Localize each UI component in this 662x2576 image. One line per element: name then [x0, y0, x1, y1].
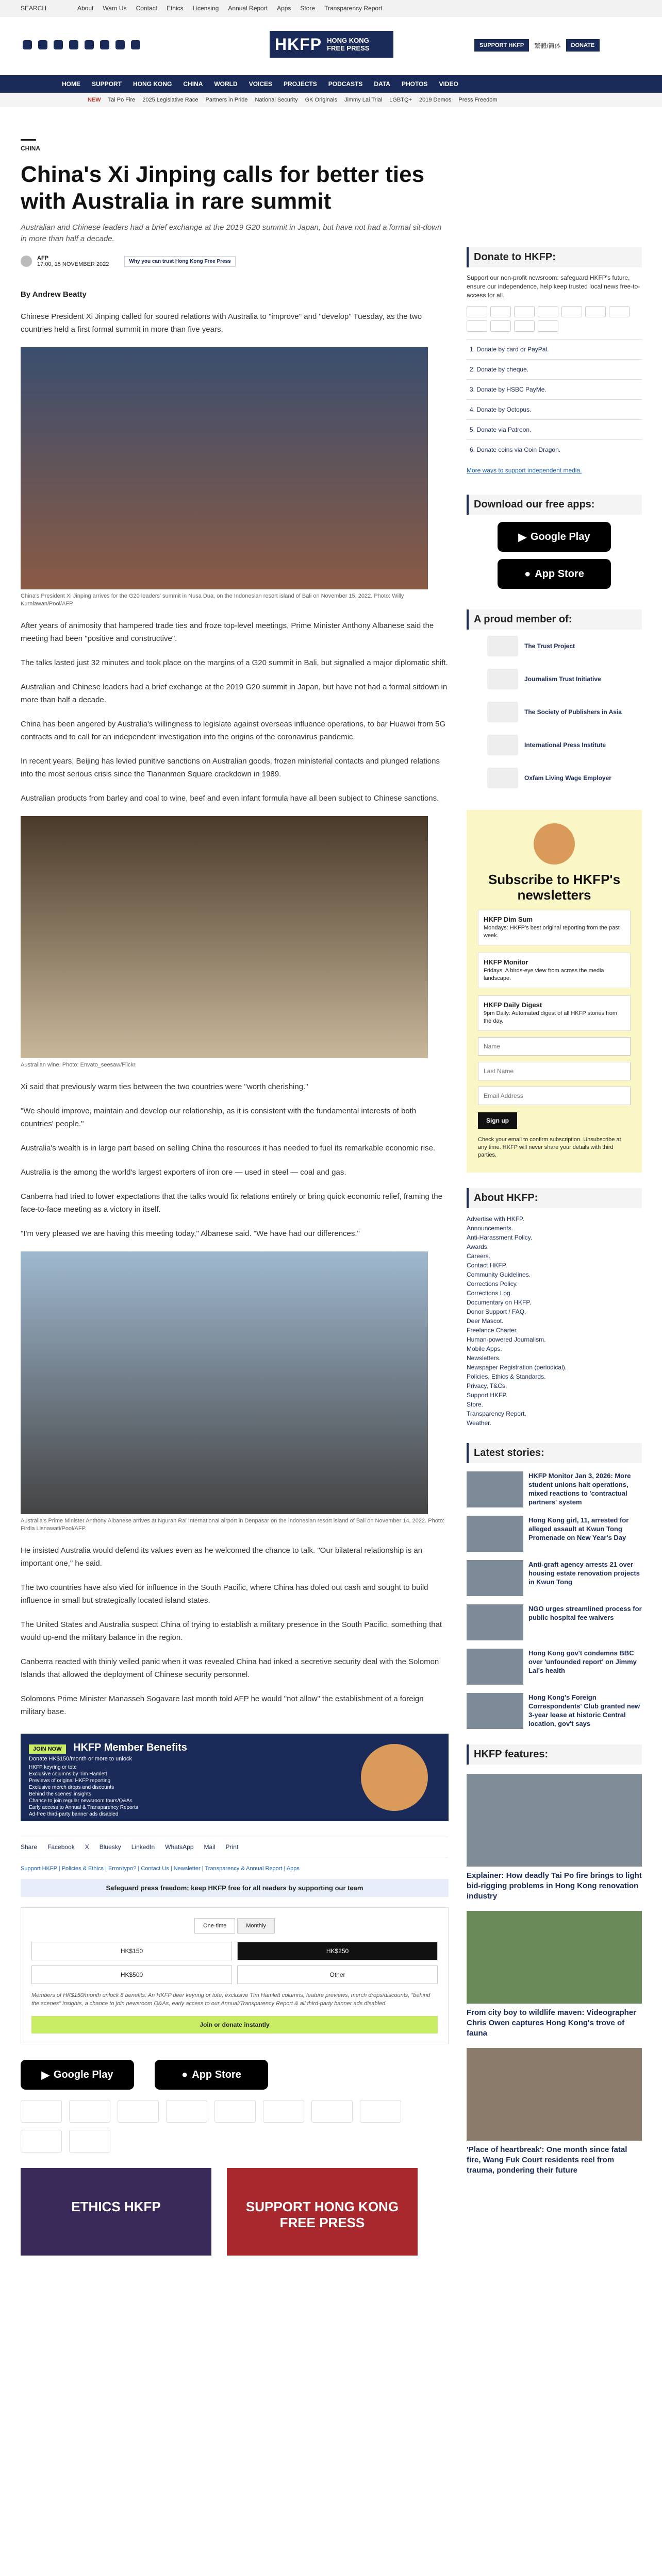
paragraph: The talks lasted just 32 minutes and took place on the margins of a G20 summit in Bali, but signalled a major diplomatic shift. — [21, 658, 448, 667]
email-field[interactable] — [478, 1087, 631, 1105]
paragraph: In recent years, Beijing has levied punitive sanctions on Australian goods, frozen ministerial contacts and plunged relations into the most serious crisis since the Tiananmen Square crackdown in 1989. — [21, 757, 440, 778]
app-badges — [21, 2060, 449, 2090]
paragraph: After years of animosity that hampered trade ties and froze top-level meetings, Prime Minister Anthony Albanese said the meeting had been "positive and constructive". — [21, 621, 434, 643]
site-logo[interactable] — [270, 31, 393, 58]
member-org[interactable] — [467, 761, 642, 794]
share-mail[interactable]: Mail — [204, 1843, 216, 1851]
apple-icon: ● — [524, 568, 531, 580]
paypal-icon — [561, 306, 582, 317]
paragraph: Canberra reacted with thinly veiled panic when it was revealed China had inked a secretive security deal with the Solomon Islands that allowed the deployment of Chinese security personnel. — [21, 1657, 439, 1679]
top-link[interactable]: Store — [300, 5, 316, 12]
about-link[interactable]: Documentary on HKFP. — [467, 1299, 532, 1306]
paragraph: Chinese President Xi Jinping called for soured relations with Australia to "improve" and "develop" Tuesday, as the two countries held a first formal summit in more than five years. — [21, 312, 422, 334]
story-thumbnail — [467, 1471, 523, 1507]
story-title: Hong Kong girl, 11, arrested for alleged assault at Kwun Tong Promenade on New Year's Day — [528, 1516, 629, 1541]
about-link[interactable]: Donor Support / FAQ. — [467, 1308, 526, 1315]
policy-links[interactable]: Support HKFP | Policies & Ethics | Error/typo? | Contact Us | Newsletter | Transparency & Annual Report | Apps — [21, 1866, 300, 1872]
feature-title: Explainer: How deadly Tai Po fire brings to light bid-rigging problems in Hong Kong renovation industry — [467, 1871, 642, 1901]
feature-item[interactable] — [467, 1911, 642, 2039]
article — [21, 139, 449, 2256]
about-link[interactable]: Freelance Charter. — [467, 1327, 518, 1334]
nav-item[interactable]: HOME — [62, 80, 80, 88]
name-field[interactable] — [478, 1037, 631, 1056]
rss-icon[interactable] — [131, 40, 140, 49]
apple-pay-icon — [585, 306, 606, 317]
top-link[interactable]: Apps — [277, 5, 291, 12]
jcb-icon — [538, 306, 558, 317]
about-link[interactable]: Community Guidelines. — [467, 1271, 531, 1278]
more-ways-link[interactable]: More ways to support independent media. — [467, 467, 582, 474]
features-list — [467, 1774, 642, 2176]
top-link[interactable]: Contact — [136, 5, 157, 12]
mastercard-icon — [21, 2100, 62, 2123]
about-widget-title: About HKFP: — [467, 1188, 642, 1208]
article-title: China's Xi Jinping calls for better ties with Australia in rare summit — [21, 162, 425, 214]
nav-item[interactable]: PODCASTS — [328, 80, 363, 88]
story-thumbnail — [467, 1516, 523, 1552]
article-image-albanese — [21, 1251, 428, 1514]
support-promo[interactable]: SUPPORT HONG KONG FREE PRESS — [227, 2168, 418, 2256]
story-title: Anti-graft agency arrests 21 over housing estate renovation projects in Kwun Tong — [528, 1561, 640, 1586]
google-play-icon: ▶ — [41, 2069, 49, 2081]
donate-option[interactable]: 3. Donate by HSBC PayMe. — [467, 379, 642, 399]
newsletter-option[interactable] — [478, 953, 631, 988]
paragraph: Australian products from barley and coal to wine, beef and even infant formula have all been subject to Chinese sanctions. — [21, 794, 439, 803]
sopa-logo — [487, 702, 518, 722]
subnav-item[interactable]: 2019 Demos — [419, 97, 452, 103]
apps-widget-title: Download our free apps: — [467, 495, 642, 515]
member-name: Journalism Trust Initiative — [524, 675, 601, 683]
amount-option[interactable]: HK$250 — [237, 1942, 438, 1960]
subnav-item[interactable]: LGBTQ+ — [389, 97, 412, 103]
paragraph: He insisted Australia would defend its values even as he welcomed the chance to talk. "Our bilateral relationship is an important one," he said. — [21, 1546, 423, 1568]
author: By Andrew Beatty — [21, 290, 87, 299]
paragraph: Xi said that previously warm ties between the two countries were "worth cherishing." — [21, 1082, 308, 1091]
top-link[interactable]: Transparency Report — [324, 5, 383, 12]
nav-item[interactable]: HONG KONG — [133, 80, 172, 88]
amount-option[interactable]: HK$150 — [31, 1942, 232, 1960]
subnav-item[interactable]: Jimmy Lai Trial — [344, 97, 383, 103]
feature-title: 'Place of heartbreak': One month since fatal fire, Wang Fuk Court residents reel from trauma, pondering their future — [467, 2145, 627, 2175]
category-label[interactable]: CHINA — [21, 139, 36, 152]
mastercard-icon — [467, 306, 487, 317]
about-link[interactable]: Support HKFP. — [467, 1392, 508, 1399]
newsletter-note: Check your email to confirm subscription. Unsubscribe at any time. HKFP will never share your details with third parties. — [478, 1137, 621, 1158]
deer-mascot-image — [534, 823, 575, 865]
feature-image — [467, 1774, 642, 1867]
about-link[interactable]: Careers. — [467, 1252, 491, 1260]
about-link[interactable]: Policies, Ethics & Standards. — [467, 1373, 546, 1380]
share-x[interactable]: X — [85, 1843, 89, 1851]
nav-item[interactable]: DATA — [374, 80, 390, 88]
threads-icon[interactable] — [100, 40, 109, 49]
about-list — [467, 1214, 642, 1428]
app-store-label: App Store — [535, 568, 584, 580]
newsletter-name: HKFP Monitor — [484, 958, 528, 966]
story-title: HKFP Monitor Jan 3, 2026: More student unions halt operations, mixed reactions to 'contractual partners' system — [528, 1472, 631, 1506]
payment-methods — [467, 306, 642, 332]
join-donate-button[interactable]: Join or donate instantly — [31, 2016, 438, 2033]
top-link[interactable]: About — [77, 5, 94, 12]
top-bar — [0, 0, 662, 16]
benefit-item: Exclusive columns by Tim Hamlett — [29, 1771, 107, 1777]
nav-item[interactable]: VOICES — [249, 80, 273, 88]
google-pay-icon — [21, 2130, 62, 2153]
patreon-icon — [538, 320, 558, 332]
nav-item[interactable]: CHINA — [183, 80, 203, 88]
story-title: Hong Kong's Foreign Correspondents' Club granted new 3-year lease at historic Central location, gov't says — [528, 1693, 640, 1727]
features-widget-title: HKFP features: — [467, 1744, 642, 1765]
donate-option[interactable]: 4. Donate by Octopus. — [467, 399, 642, 419]
story-item[interactable] — [467, 1693, 642, 1729]
about-link[interactable]: Weather. — [467, 1419, 491, 1427]
byline — [21, 255, 449, 267]
bluesky-icon[interactable] — [85, 40, 94, 49]
feature-image — [467, 1911, 642, 2004]
social-icons — [23, 40, 140, 49]
newsletter-name: HKFP Dim Sum — [484, 916, 533, 923]
unionpay-icon — [263, 2100, 304, 2123]
instagram-icon[interactable] — [54, 40, 63, 49]
oxfam-logo — [487, 768, 518, 788]
subnav-item[interactable]: National Security — [255, 97, 298, 103]
share-bar — [21, 1837, 449, 1857]
member-org[interactable] — [467, 630, 642, 663]
nav-item[interactable]: WORLD — [214, 80, 238, 88]
donation-box — [21, 1907, 449, 2044]
avatar — [21, 256, 32, 267]
paragraph: The United States and Australia suspect China of trying to establish a military presence in the South Pacific, something that would up-end the military balance in the region. — [21, 1620, 442, 1642]
benefit-item: Exclusive merch drops and discounts — [29, 1785, 114, 1790]
payment-logos — [21, 2100, 449, 2153]
latest-stories — [467, 1471, 642, 1729]
safeguard-banner[interactable]: Safeguard press freedom; keep HKFP free for all readers by supporting our team — [21, 1879, 449, 1897]
newsletter-option[interactable] — [478, 910, 631, 945]
story-item[interactable] — [467, 1649, 642, 1685]
about-link[interactable]: Newspaper Registration (periodical). — [467, 1364, 567, 1371]
tab-monthly[interactable]: Monthly — [237, 1918, 275, 1934]
paragraph: The two countries have also vied for influence in the South Pacific, where China has doled out cash and sought to build influence in small but strategically located island states. — [21, 1583, 428, 1605]
language-link[interactable]: 繁體/简体 — [534, 42, 561, 49]
feature-image — [467, 2048, 642, 2141]
join-now-badge[interactable]: JOIN NOW — [29, 1744, 66, 1754]
about-link[interactable]: Corrections Policy. — [467, 1280, 518, 1287]
story-item[interactable] — [467, 1516, 642, 1552]
sidebar — [467, 247, 642, 2176]
payme-icon — [490, 320, 511, 332]
nav-item[interactable]: PHOTOS — [401, 80, 428, 88]
header-actions — [474, 39, 600, 52]
story-title: Hong Kong gov't condemns BBC over 'unfounded report' on Jimmy Lai's health — [528, 1649, 637, 1674]
story-thumbnail — [467, 1560, 523, 1596]
newsletter-widget — [467, 810, 642, 1173]
nav-item[interactable]: SUPPORT — [92, 80, 122, 88]
google-pay-icon — [609, 306, 630, 317]
newsletter-desc: Fridays: A birds-eye view from across the media landscape. — [484, 968, 604, 981]
nav-item[interactable]: VIDEO — [439, 80, 458, 88]
app-store-button[interactable] — [498, 559, 611, 589]
newsletter-desc: Mondays: HKFP's best original reporting from the past week. — [484, 925, 620, 939]
amex-icon — [166, 2100, 207, 2123]
story-item[interactable] — [467, 1560, 642, 1596]
octopus-icon — [514, 320, 535, 332]
amex-icon — [514, 306, 535, 317]
promo-banners — [21, 2168, 449, 2256]
newsletter-title: Subscribe to HKFP's newsletters — [488, 872, 621, 903]
donate-option[interactable]: 6. Donate coins via Coin Dragon. — [467, 439, 642, 460]
benefit-item: Chance to join regular newsroom tours/Q&As — [29, 1798, 133, 1804]
article-excerpt: Australian and Chinese leaders had a brief exchange at the 2019 G20 summit in Japan, but have not had a formal sit-down in more than half a decade. — [21, 223, 442, 243]
benefit-item: Ad-free third-party banner ads disabled — [29, 1811, 119, 1817]
subnav-item[interactable]: Tai Po Fire — [108, 97, 136, 103]
amount-option[interactable]: Other — [237, 1965, 438, 1984]
story-thumbnail — [467, 1693, 523, 1729]
image-caption: Australian wine. Photo: Envato_seesaw/Flickr. — [21, 1062, 137, 1068]
google-play-label: Google Play — [530, 531, 590, 543]
tab-one-time[interactable]: One-time — [194, 1918, 235, 1934]
member-org[interactable] — [467, 663, 642, 696]
about-link[interactable]: Corrections Log. — [467, 1290, 512, 1297]
subnav-item[interactable]: Partners in Pride — [205, 97, 248, 103]
top-links — [77, 5, 382, 12]
google-play-icon: ▶ — [518, 531, 526, 543]
article-image-xi — [21, 347, 428, 589]
share-facebook[interactable]: Facebook — [47, 1843, 75, 1851]
benefit-item: Early access to Annual & Transparency Reports — [29, 1805, 138, 1810]
deer-mascot-image — [361, 1744, 428, 1811]
trust-project-logo — [487, 636, 518, 656]
paragraph: Canberra had tried to lower expectations that the talks would fix relations entirely or bring quick economic relief, framing the face-to-face meeting as a victory in itself. — [21, 1192, 442, 1214]
feature-title: From city boy to wildlife maven: Videographer Chris Owen captures Hong Kong's trove of fauna — [467, 2008, 636, 2038]
google-play-button[interactable] — [21, 2060, 134, 2090]
member-name: The Society of Publishers in Asia — [524, 708, 622, 716]
membership-note: Members of HK$150/month unlock 8 benefits: An HKFP deer keyring or tote, exclusive Tim Hamlett columns, feature previews, merch drops/discounts, "behind the scenes" insights, a chance to join newsroom Q&As, early access to our Annual/Transparency Report & all third-party banner ads disabled. — [31, 1992, 431, 2007]
paragraph: Australia's wealth is in large part based on selling China the resources it has needed to fuel its remarkable economic rise. — [21, 1144, 436, 1153]
share-whatsapp[interactable]: WhatsApp — [165, 1843, 194, 1851]
patreon-icon — [311, 2100, 353, 2123]
benefit-item: Previews of original HKFP reporting — [29, 1778, 111, 1784]
donate-option[interactable]: 2. Donate by cheque. — [467, 359, 642, 379]
story-title: NGO urges streamlined process for public hospital fee waivers — [528, 1605, 642, 1621]
top-link[interactable]: Warn Us — [103, 5, 127, 12]
paragraph: "We should improve, maintain and develop our relationship, as it is consistent with the fundamental interests of both countries' people." — [21, 1107, 417, 1128]
amount-option[interactable]: HK$500 — [31, 1965, 232, 1984]
logo-line2: FREE PRESS — [327, 44, 370, 52]
facebook-icon[interactable] — [23, 40, 32, 49]
top-link[interactable]: Licensing — [192, 5, 219, 12]
jti-logo — [487, 669, 518, 689]
about-link[interactable]: Contact HKFP. — [467, 1262, 507, 1269]
image-caption: China's President Xi Jinping arrives for the G20 leaders' summit in Nusa Dua, on the Indonesian resort island of Bali on November 15, 2022. Photo: Willy Kurniawan/Pool/AFP. — [21, 593, 404, 607]
donate-option[interactable]: 1. Donate by card or PayPal. — [467, 339, 642, 359]
apple-icon: ● — [181, 2069, 188, 2080]
top-link[interactable]: Annual Report — [228, 5, 268, 12]
sub-nav — [0, 93, 662, 107]
about-link[interactable]: Transparency Report. — [467, 1410, 526, 1417]
ipi-logo — [487, 735, 518, 755]
donate-option[interactable]: 5. Donate via Patreon. — [467, 419, 642, 439]
share-linkedin[interactable]: LinkedIn — [131, 1843, 155, 1851]
benefit-item: HKFP keyring or tote — [29, 1765, 77, 1770]
paragraph: "I'm very pleased we are having this meeting today," Albanese said. "We have had our differences." — [21, 1229, 360, 1238]
logo-short: HKFP — [275, 35, 322, 54]
last-name-field[interactable] — [478, 1062, 631, 1080]
app-store-label: App Store — [192, 2069, 241, 2080]
app-store-button[interactable] — [155, 2060, 268, 2090]
article-image-wine — [21, 816, 428, 1058]
story-item[interactable] — [467, 1604, 642, 1640]
support-button[interactable]: SUPPORT HKFP — [474, 39, 529, 52]
octopus-icon — [69, 2130, 110, 2153]
donate-widget-title: Donate to HKFP: — [467, 247, 642, 267]
story-thumbnail — [467, 1604, 523, 1640]
about-link[interactable]: Advertise with HKFP. — [467, 1215, 524, 1223]
unionpay-icon — [467, 320, 487, 332]
story-thumbnail — [467, 1649, 523, 1685]
newsletter-name: HKFP Daily Digest — [484, 1001, 542, 1009]
subnav-item[interactable]: GK Originals — [305, 97, 337, 103]
member-name: Oxfam Living Wage Employer — [524, 774, 611, 782]
top-link[interactable]: Ethics — [166, 5, 184, 12]
search-link[interactable]: SEARCH — [21, 5, 47, 12]
donate-widget-text: Support our non-profit newsroom: safeguard HKFP's future, ensure our independence, help keep trusted local news free-to-access for all. — [467, 274, 640, 299]
feature-item[interactable] — [467, 1774, 642, 1902]
site-header — [0, 16, 662, 74]
new-badge: NEW — [88, 97, 101, 103]
main-nav — [0, 75, 662, 93]
banner-subtitle: Donate HK$150/month or more to unlock — [29, 1756, 132, 1762]
banner-title: HKFP Member Benefits — [73, 1742, 187, 1753]
share-label: Share — [21, 1843, 38, 1851]
paragraph: Australia is the among the world's largest exporters of iron ore — used in steel — coal and gas. — [21, 1168, 346, 1177]
about-link[interactable]: Awards. — [467, 1243, 489, 1250]
member-name: The Trust Project — [524, 642, 575, 650]
paragraph: China has been angered by Australia's willingness to legislate against overseas influence operations, to bar Huawei from 5G contracts and to call for an independent investigation into the origins of the coronavirus pandemic. — [21, 720, 446, 741]
google-play-label: Google Play — [53, 2069, 113, 2080]
donate-button[interactable]: DONATE — [566, 39, 600, 52]
member-org[interactable] — [467, 728, 642, 761]
about-link[interactable]: Anti-Harassment Policy. — [467, 1234, 533, 1241]
feature-item[interactable] — [467, 2048, 642, 2176]
paragraph: Solomons Prime Minister Manasseh Sogavare last month told AFP he would "not allow" the establishment of a foreign military base. — [21, 1694, 424, 1716]
image-caption: Australia's Prime Minister Anthony Albanese arrives at Ngurah Rai International airport in Denpasar on the Indonesian resort island of Bali on November 14, 2022. Photo: Firdia Lisnawati/Pool/AFP. — [21, 1518, 445, 1532]
subnav-item[interactable]: 2025 Legislative Race — [142, 97, 198, 103]
newsletter-option[interactable] — [478, 995, 631, 1031]
trust-link[interactable]: Why you can trust Hong Kong Free Press — [124, 256, 235, 267]
visa-icon — [490, 306, 511, 317]
member-org[interactable] — [467, 696, 642, 728]
ethics-promo[interactable]: ETHICS HKFP — [21, 2168, 211, 2256]
visa-icon — [118, 2100, 159, 2123]
latest-widget-title: Latest stories: — [467, 1443, 642, 1463]
paragraph: Australian and Chinese leaders had a brief exchange at the 2019 G20 summit in Japan, but have not had a formal sitdown in more than half a decade. — [21, 683, 448, 704]
nav-item[interactable]: PROJECTS — [284, 80, 317, 88]
benefit-item: Behind the scenes' insights — [29, 1791, 91, 1797]
about-link[interactable]: Store. — [467, 1401, 484, 1408]
about-link[interactable]: Announcements. — [467, 1225, 514, 1232]
google-play-button[interactable] — [498, 522, 611, 552]
paypal-icon — [69, 2100, 110, 2123]
payme-icon — [360, 2100, 401, 2123]
story-item[interactable] — [467, 1471, 642, 1507]
about-link[interactable]: Deer Mascot. — [467, 1317, 504, 1325]
about-link[interactable]: Newsletters. — [467, 1354, 501, 1362]
newsletter-desc: 9pm Daily: Automated digest of all HKFP stories from the day. — [484, 1010, 618, 1024]
logo-line1: HONG KONG — [327, 37, 369, 44]
benefits-list — [29, 1764, 214, 1818]
about-link[interactable]: Human-powered Journalism. — [467, 1336, 546, 1343]
member-benefits-banner[interactable] — [21, 1734, 449, 1821]
signup-button[interactable]: Sign up — [478, 1112, 517, 1129]
member-widget-title: A proud member of: — [467, 609, 642, 630]
about-link[interactable]: Mobile Apps. — [467, 1345, 502, 1352]
share-bluesky[interactable]: Bluesky — [99, 1843, 121, 1851]
share-print[interactable]: Print — [225, 1843, 239, 1851]
subnav-item[interactable]: Press Freedom — [458, 97, 498, 103]
jcb-icon — [214, 2100, 256, 2123]
member-name: International Press Institute — [524, 741, 606, 749]
source-name[interactable]: AFP — [37, 255, 48, 261]
about-link[interactable]: Privacy, T&Cs. — [467, 1382, 507, 1389]
x-icon[interactable] — [38, 40, 47, 49]
youtube-icon[interactable] — [69, 40, 78, 49]
linkedin-icon[interactable] — [115, 40, 125, 49]
publish-date: 17:00, 15 NOVEMBER 2022 — [37, 261, 109, 267]
